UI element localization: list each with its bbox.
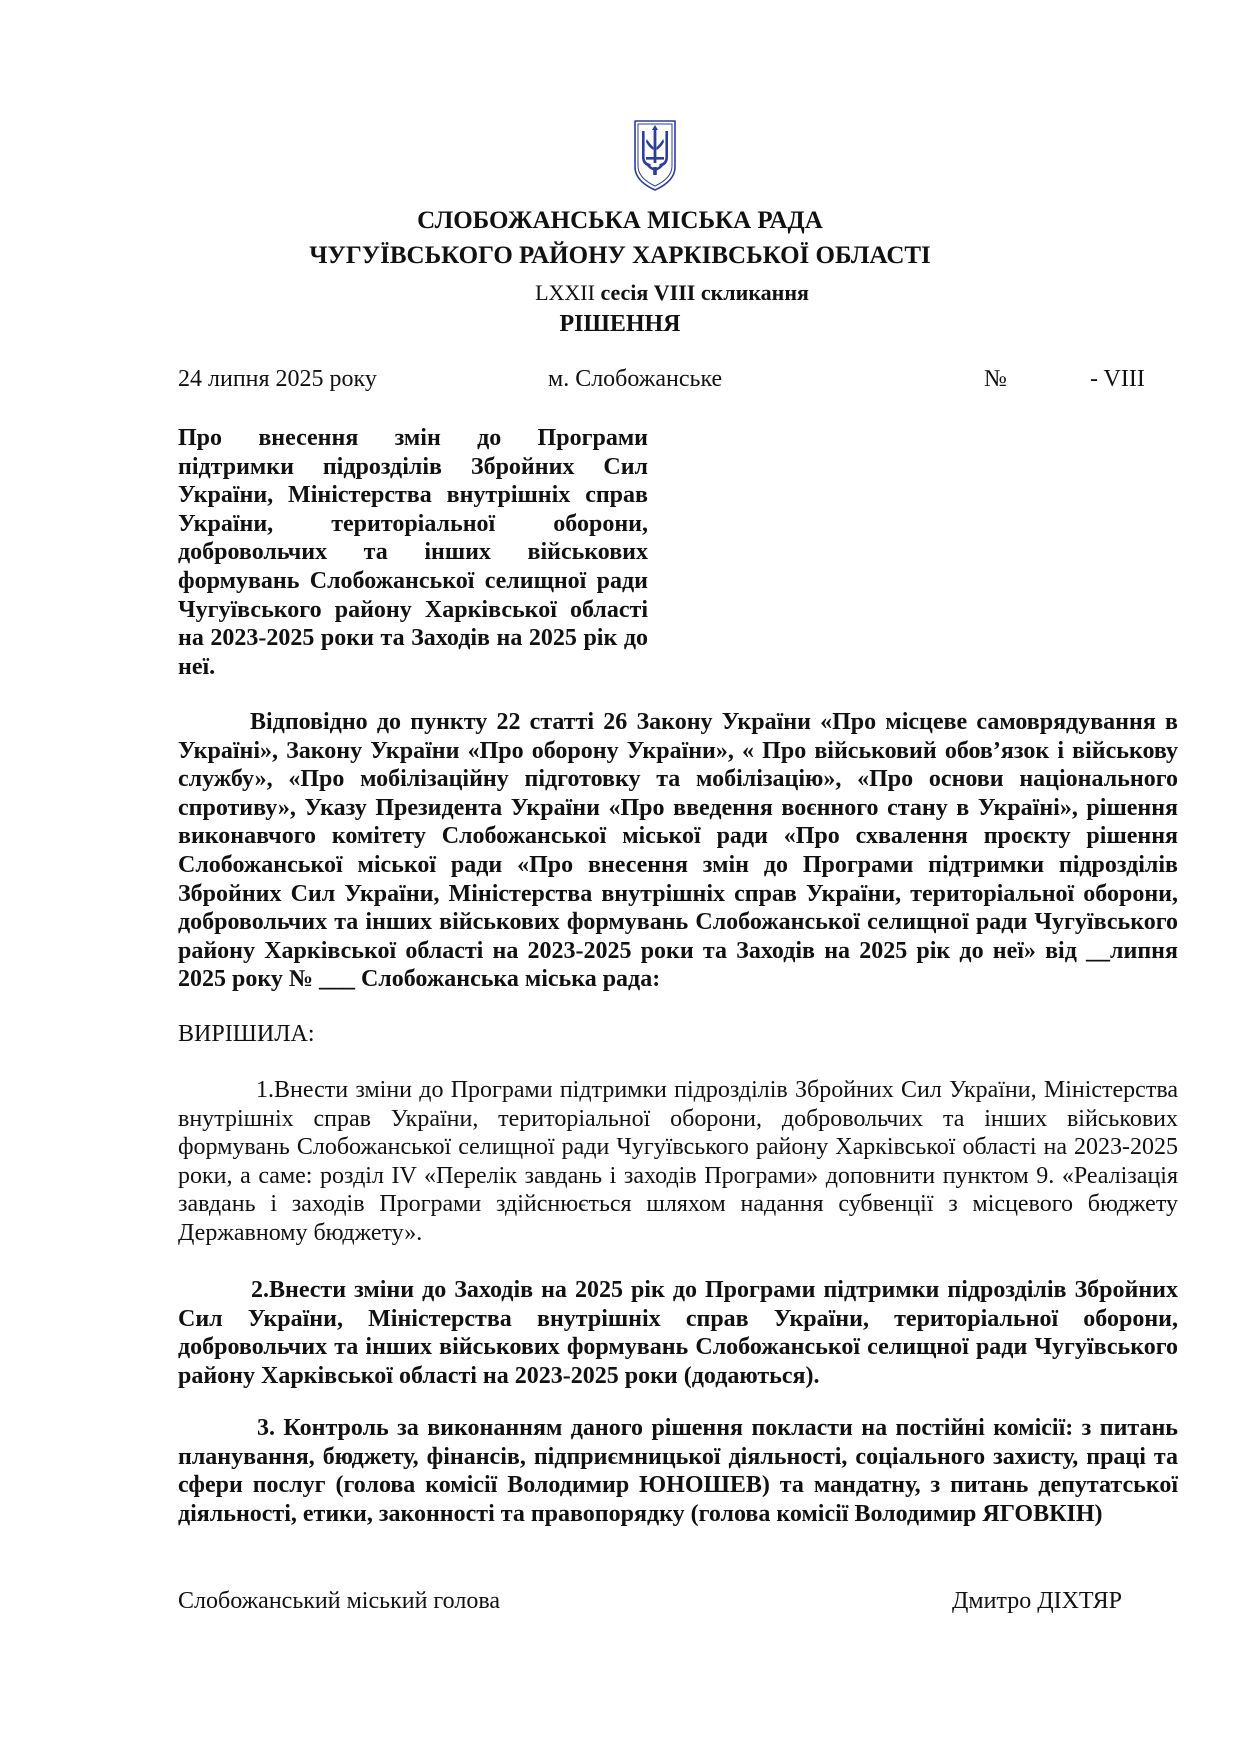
decision-date: 24 липня 2025 року	[178, 366, 377, 392]
doc-type-title: РІШЕННЯ	[559, 311, 681, 337]
session-line	[52, 278, 1240, 308]
resolution-item-3: 3. Контроль за виконанням даного рішення покласти на постійні комісії: з питань планування, бюджету, фінансів, підприємницької діяльності, соціального захисту, праці та сфери послуг (голова комісії Володимир ЮНОШЕВ) та мандатну, з питань депутатської діяльності, етики, законності та правопорядку (голова комісії Володимир ЯГОВКІН)	[178, 1415, 1178, 1527]
session-number: LXXII	[535, 280, 595, 305]
legal-basis-paragraph: Відповідно до пункту 22 статті 26 Закону України «Про місцеве самоврядування в Україні», Закону України «Про оборону України», « Про військовий обов’язок і військову службу», «Про мобілізаційну підготовку та мобілізацію», «Про основи національного спротиву», Указу Президента України «Про введення воєнного стану в Україні», рішення виконавчого комітету Слобожанської міської ради «Про схвалення проєкту рішення Слобожанської міської ради «Про внесення змін до Програми підтримки підрозділів Збройних Сил України, Міністерства внутрішніх справ України, територіальної оборони, добровольчих та інших військових формувань Слобожанської селищної ради Чугуївського району Харківської області на 2023-2025 роки та Заходів на 2025 рік до неї» від __липня 2025 року № ___ Слобожанська міська рада:	[178, 709, 1178, 993]
district-region: ЧУГУЇВСЬКОГО РАЙОНУ ХАРКІВСЬКОЇ ОБЛАСТІ	[309, 242, 931, 269]
session-suffix: сесія VIII скликання	[594, 280, 809, 305]
decision-subject	[178, 424, 648, 681]
resolution-item-1: 1.Внести зміни до Програми підтримки підрозділів Збройних Сил України, Міністерства внутрішніх справ України, територіальної оборони, добровольчих та інших військових формувань Слобожанської селищної ради Чугуївського району Харківської області на 2023-2025 роки, а саме: розділ ІV «Перелік завдань і заходів Програми» доповнити пунктом 9. «Реалізація завдань і заходів Програми здійснюється шляхом надання субвенції з місцевого бюджету Державному бюджету».	[178, 1077, 1178, 1246]
resolved-label: ВИРІШИЛА:	[178, 1021, 315, 1047]
decision-number-suffix: - VIII	[1090, 366, 1145, 392]
council-name: СЛОБОЖАНСЬКА МІСЬКА РАДА	[417, 207, 823, 234]
signatory-position: Слобожанський міський голова	[178, 1588, 500, 1614]
trident-coat-of-arms-icon	[631, 117, 679, 193]
signatory-name: Дмитро ДІХТЯР	[952, 1588, 1122, 1614]
decision-place: м. Слобожанське	[548, 366, 723, 392]
decision-number-sign: №	[984, 366, 1007, 392]
subject-text: Про внесення змін до Програми підтримки підрозділів Збройних Сил України, Міністерства внутрішніх справ України, територіальної оборони, добровольчих та інших військових формувань Слобожанської селищної ради Чугуївського району Харківської області на 2023-2025 роки та Заходів на 2025 рік до неї.	[178, 425, 648, 680]
resolution-item-2: 2.Внести зміни до Заходів на 2025 рік до Програми підтримки підрозділів Збройних Сил України, Міністерства внутрішніх справ України, територіальної оборони, добровольчих та інших військових формувань Слобожанської селищної ради Чугуївського району Харківської області на 2023-2025 роки (додаються).	[178, 1277, 1178, 1389]
